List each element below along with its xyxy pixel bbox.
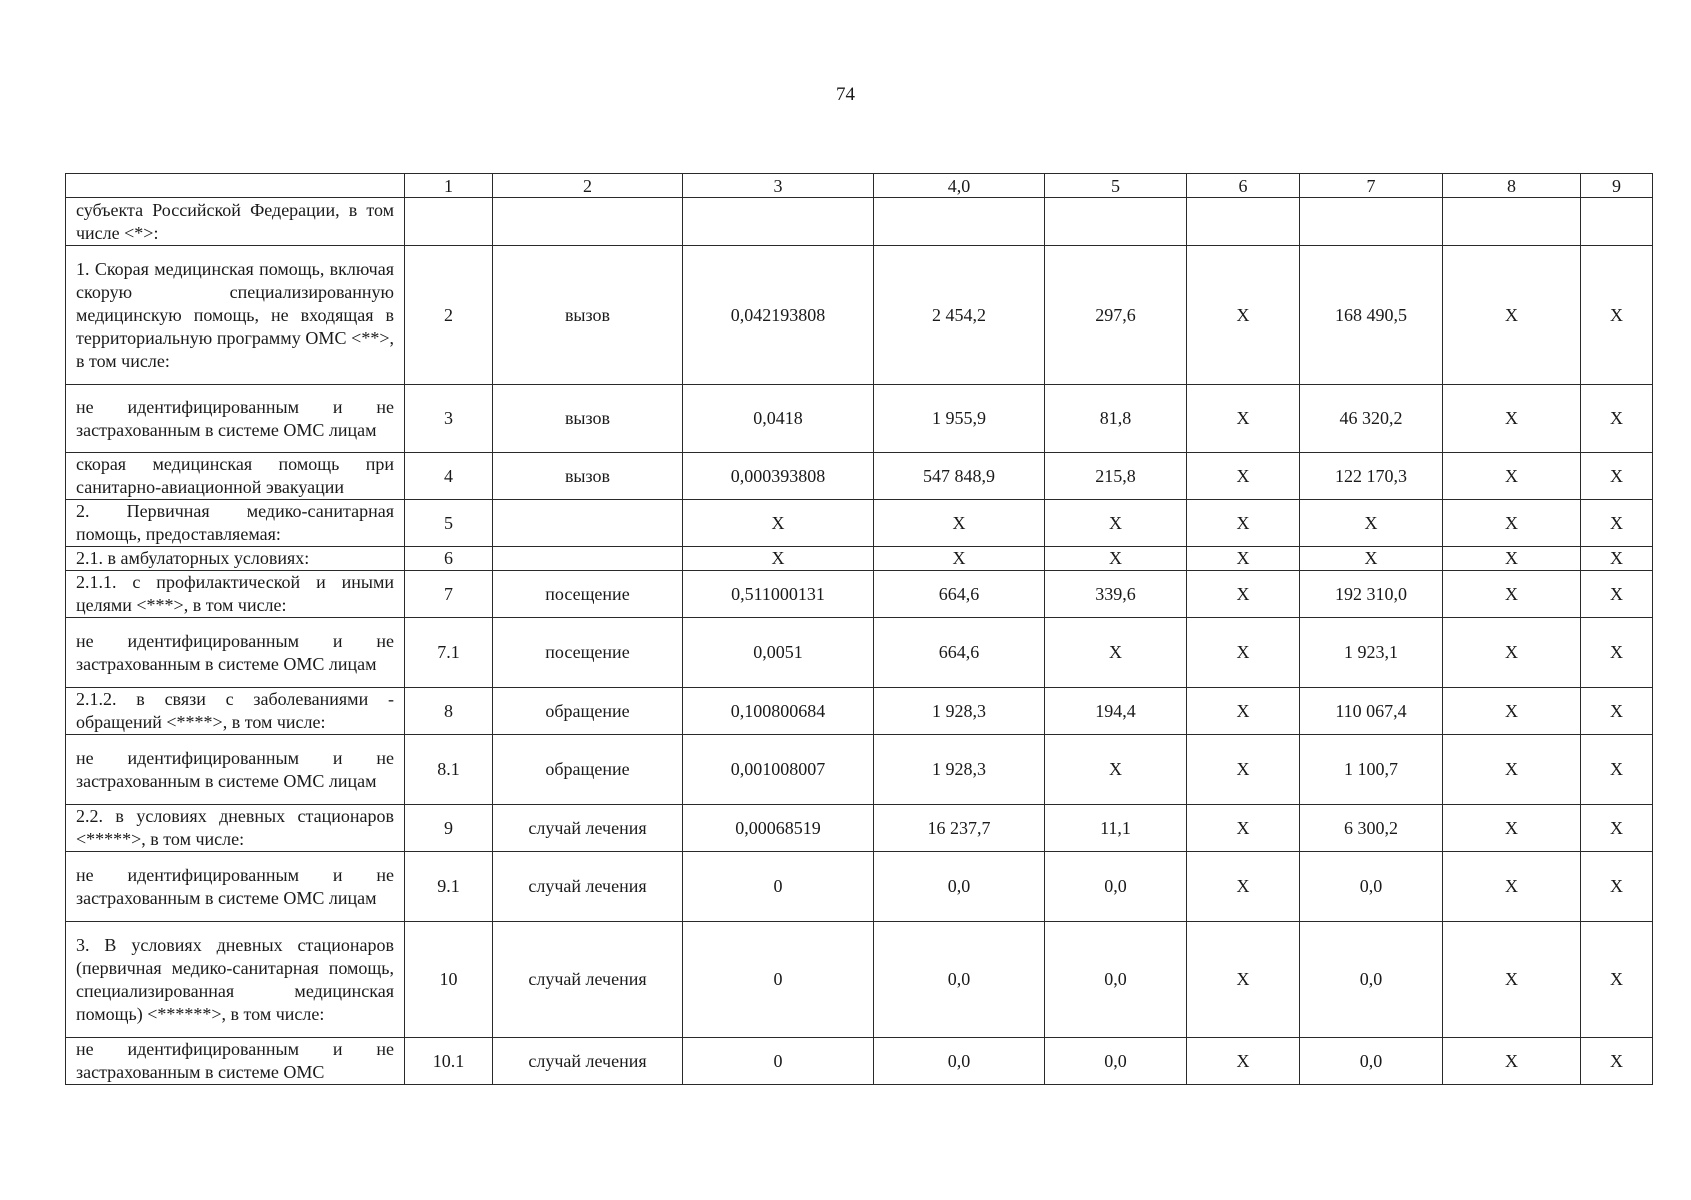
row-label-cell: не идентифицированным и не застрахованным в системе ОМС	[66, 1038, 405, 1085]
table-cell-col-7: 6 300,2	[1300, 805, 1443, 852]
table-cell-col-8	[1443, 198, 1581, 246]
row-label-cell: не идентифицированным и не застрахованным в системе ОМС лицам	[66, 735, 405, 805]
table-cell-col-6: X	[1187, 618, 1300, 688]
table-row	[66, 246, 1653, 385]
table-cell-col-3	[683, 198, 874, 246]
table-cell-col-1: 6	[405, 547, 493, 571]
table-cell-col-1: 9	[405, 805, 493, 852]
table-cell-col-1: 4	[405, 453, 493, 500]
column-header-0	[66, 174, 405, 198]
row-label-cell: 2.1.1. с профилактической и иными целями <***>, в том числе:	[66, 571, 405, 618]
table-cell-col-2: случай лечения	[493, 1038, 683, 1085]
table-cell-col-8: X	[1443, 805, 1581, 852]
table-cell-col-9: X	[1581, 735, 1653, 805]
table-cell-col-5: 81,8	[1045, 385, 1187, 453]
table-cell-col-7: 0,0	[1300, 922, 1443, 1038]
row-label-cell: 2.1. в амбулаторных условиях:	[66, 547, 405, 571]
table-cell-col-4: 16 237,7	[874, 805, 1045, 852]
table-cell-col-3: 0	[683, 852, 874, 922]
table-cell-col-9: X	[1581, 852, 1653, 922]
column-header-4: 4,0	[874, 174, 1045, 198]
row-label-cell: субъекта Российской Федерации, в том числе <*>:	[66, 198, 405, 246]
row-label-cell: не идентифицированным и не застрахованным в системе ОМС лицам	[66, 618, 405, 688]
table-cell-col-2: случай лечения	[493, 852, 683, 922]
table-cell-col-4: 1 928,3	[874, 688, 1045, 735]
column-header-5: 5	[1045, 174, 1187, 198]
column-header-8: 8	[1443, 174, 1581, 198]
table-cell-col-6: X	[1187, 385, 1300, 453]
table-row	[66, 453, 1653, 500]
table-cell-col-7: X	[1300, 547, 1443, 571]
table-cell-col-2: посещение	[493, 571, 683, 618]
table-cell-col-9: X	[1581, 805, 1653, 852]
table-cell-col-8: X	[1443, 852, 1581, 922]
column-header-row	[66, 174, 1653, 198]
table-row	[66, 385, 1653, 453]
table-cell-col-3: 0,001008007	[683, 735, 874, 805]
table-cell-col-3: X	[683, 500, 874, 547]
table-cell-col-3: 0,000393808	[683, 453, 874, 500]
table-row	[66, 922, 1653, 1038]
table-cell-col-3: 0,0051	[683, 618, 874, 688]
table-cell-col-9	[1581, 198, 1653, 246]
table-cell-col-2: вызов	[493, 453, 683, 500]
table-cell-col-9: X	[1581, 688, 1653, 735]
table-cell-col-5: 297,6	[1045, 246, 1187, 385]
table-cell-col-5	[1045, 198, 1187, 246]
row-label-cell: 2. Первичная медико-санитарная помощь, предоставляемая:	[66, 500, 405, 547]
row-label-cell: не идентифицированным и не застрахованным в системе ОМС лицам	[66, 852, 405, 922]
table-row	[66, 852, 1653, 922]
table-cell-col-6: X	[1187, 571, 1300, 618]
table-cell-col-2	[493, 198, 683, 246]
table-cell-col-7: 192 310,0	[1300, 571, 1443, 618]
table-cell-col-8: X	[1443, 688, 1581, 735]
table-row	[66, 688, 1653, 735]
column-header-3: 3	[683, 174, 874, 198]
table-cell-col-6: X	[1187, 735, 1300, 805]
table-cell-col-7	[1300, 198, 1443, 246]
table-cell-col-6: X	[1187, 453, 1300, 500]
table-cell-col-4: 664,6	[874, 618, 1045, 688]
table-cell-col-3: 0	[683, 922, 874, 1038]
table-cell-col-6: X	[1187, 500, 1300, 547]
table-cell-col-2: вызов	[493, 385, 683, 453]
table-cell-col-8: X	[1443, 735, 1581, 805]
table-cell-col-8: X	[1443, 618, 1581, 688]
table-cell-col-2	[493, 547, 683, 571]
table-cell-col-6: X	[1187, 922, 1300, 1038]
table-cell-col-8: X	[1443, 571, 1581, 618]
table-cell-col-1: 7.1	[405, 618, 493, 688]
table-cell-col-3: X	[683, 547, 874, 571]
table-cell-col-2: обращение	[493, 688, 683, 735]
table-cell-col-3: 0,042193808	[683, 246, 874, 385]
table-row	[66, 571, 1653, 618]
column-header-2: 2	[493, 174, 683, 198]
table-cell-col-6: X	[1187, 805, 1300, 852]
table-cell-col-3: 0,00068519	[683, 805, 874, 852]
table-cell-col-9: X	[1581, 1038, 1653, 1085]
table-cell-col-5: 0,0	[1045, 1038, 1187, 1085]
table-cell-col-5: 339,6	[1045, 571, 1187, 618]
table-cell-col-8: X	[1443, 453, 1581, 500]
table-cell-col-8: X	[1443, 385, 1581, 453]
table-cell-col-4: 0,0	[874, 1038, 1045, 1085]
table-cell-col-3: 0,511000131	[683, 571, 874, 618]
table-row	[66, 500, 1653, 547]
table-cell-col-8: X	[1443, 922, 1581, 1038]
table-cell-col-8: X	[1443, 547, 1581, 571]
table-cell-col-7: 46 320,2	[1300, 385, 1443, 453]
table-cell-col-9: X	[1581, 547, 1653, 571]
row-label-cell: 3. В условиях дневных стационаров (первичная медико-санитарная помощь, специализированная медицинская помощь) <******>, в том числе:	[66, 922, 405, 1038]
table-cell-col-6: X	[1187, 1038, 1300, 1085]
table-cell-col-9: X	[1581, 571, 1653, 618]
row-label-cell: 1. Скорая медицинская помощь, включая скорую специализированную медицинскую помощь, не входящая в территориальную программу ОМС <**>, в том числе:	[66, 246, 405, 385]
table-row	[66, 805, 1653, 852]
table-cell-col-9: X	[1581, 922, 1653, 1038]
table-cell-col-1: 8	[405, 688, 493, 735]
table-cell-col-6: X	[1187, 852, 1300, 922]
table-cell-col-4: 1 955,9	[874, 385, 1045, 453]
table-cell-col-9: X	[1581, 246, 1653, 385]
table-cell-col-4: 0,0	[874, 922, 1045, 1038]
table-cell-col-4: 0,0	[874, 852, 1045, 922]
table-cell-col-1: 3	[405, 385, 493, 453]
table-cell-col-3: 0,100800684	[683, 688, 874, 735]
table-cell-col-1: 10.1	[405, 1038, 493, 1085]
table-cell-col-7: 1 100,7	[1300, 735, 1443, 805]
table-cell-col-2: вызов	[493, 246, 683, 385]
table-cell-col-4: 1 928,3	[874, 735, 1045, 805]
table-cell-col-4: X	[874, 547, 1045, 571]
table-cell-col-7: 0,0	[1300, 1038, 1443, 1085]
table-cell-col-9: X	[1581, 618, 1653, 688]
table-cell-col-5: 0,0	[1045, 852, 1187, 922]
table-cell-col-1: 7	[405, 571, 493, 618]
table-cell-col-7: 168 490,5	[1300, 246, 1443, 385]
table-row	[66, 1038, 1653, 1085]
table-cell-col-6	[1187, 198, 1300, 246]
table-cell-col-4	[874, 198, 1045, 246]
table-cell-col-3: 0,0418	[683, 385, 874, 453]
table-cell-col-2	[493, 500, 683, 547]
table-cell-col-1: 5	[405, 500, 493, 547]
table-cell-col-5: X	[1045, 618, 1187, 688]
table-row	[66, 618, 1653, 688]
table-row	[66, 198, 1653, 246]
table-cell-col-2: случай лечения	[493, 922, 683, 1038]
table-cell-col-2: посещение	[493, 618, 683, 688]
table-cell-col-5: X	[1045, 735, 1187, 805]
table-cell-col-5: X	[1045, 500, 1187, 547]
table-cell-col-9: X	[1581, 500, 1653, 547]
table-cell-col-8: X	[1443, 1038, 1581, 1085]
table-cell-col-3: 0	[683, 1038, 874, 1085]
table-cell-col-7: 122 170,3	[1300, 453, 1443, 500]
table-row	[66, 547, 1653, 571]
table-cell-col-8: X	[1443, 500, 1581, 547]
table-cell-col-2: случай лечения	[493, 805, 683, 852]
table-cell-col-5: 215,8	[1045, 453, 1187, 500]
table-cell-col-4: 664,6	[874, 571, 1045, 618]
table-cell-col-6: X	[1187, 688, 1300, 735]
data-table	[65, 173, 1653, 1085]
table-cell-col-9: X	[1581, 385, 1653, 453]
table-cell-col-7: X	[1300, 500, 1443, 547]
table-cell-col-9: X	[1581, 453, 1653, 500]
table-cell-col-7: 1 923,1	[1300, 618, 1443, 688]
table-cell-col-2: обращение	[493, 735, 683, 805]
table-cell-col-5: 194,4	[1045, 688, 1187, 735]
table-cell-col-4: 2 454,2	[874, 246, 1045, 385]
row-label-cell: 2.2. в условиях дневных стационаров <*****>, в том числе:	[66, 805, 405, 852]
table-cell-col-5: X	[1045, 547, 1187, 571]
table-cell-col-6: X	[1187, 246, 1300, 385]
table-cell-col-5: 0,0	[1045, 922, 1187, 1038]
row-label-cell: не идентифицированным и не застрахованным в системе ОМС лицам	[66, 385, 405, 453]
table-cell-col-7: 0,0	[1300, 852, 1443, 922]
column-header-1: 1	[405, 174, 493, 198]
column-header-7: 7	[1300, 174, 1443, 198]
column-header-9: 9	[1581, 174, 1653, 198]
table-cell-col-8: X	[1443, 246, 1581, 385]
table-cell-col-1: 10	[405, 922, 493, 1038]
table-cell-col-6: X	[1187, 547, 1300, 571]
table-cell-col-1	[405, 198, 493, 246]
row-label-cell: скорая медицинская помощь при санитарно-авиационной эвакуации	[66, 453, 405, 500]
table-cell-col-1: 9.1	[405, 852, 493, 922]
table-row	[66, 735, 1653, 805]
table-cell-col-4: 547 848,9	[874, 453, 1045, 500]
table-cell-col-4: X	[874, 500, 1045, 547]
page-number: 74	[836, 84, 855, 105]
column-header-6: 6	[1187, 174, 1300, 198]
table-cell-col-1: 8.1	[405, 735, 493, 805]
table-cell-col-5: 11,1	[1045, 805, 1187, 852]
row-label-cell: 2.1.2. в связи с заболеваниями - обращений <****>, в том числе:	[66, 688, 405, 735]
table-cell-col-7: 110 067,4	[1300, 688, 1443, 735]
table-cell-col-1: 2	[405, 246, 493, 385]
